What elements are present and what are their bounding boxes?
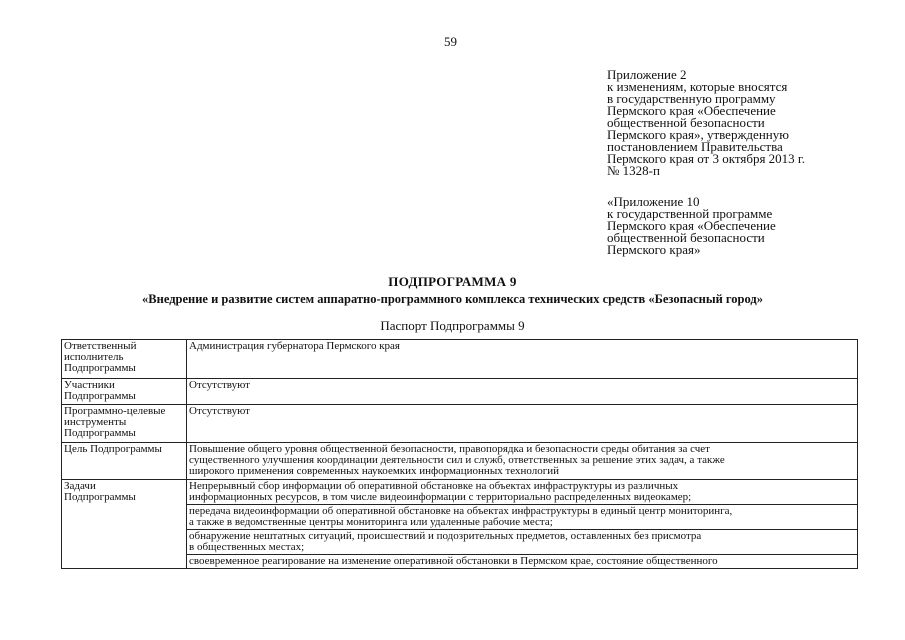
row-label: Программно-целевые инструменты Подпрограммы <box>62 405 187 443</box>
table-row <box>62 405 858 443</box>
row-value: Отсутствуют <box>187 405 858 443</box>
appendix-line: Пермского края» <box>607 242 701 257</box>
appendix-reference <box>607 196 897 256</box>
appendix-line: в государственную программу <box>607 91 776 106</box>
task-item: обнаружение нештатных ситуаций, происшествий и подозрительных предметов, оставленных без присмотра в общественных местах; <box>187 530 857 555</box>
appendix-line: общественной безопасности <box>607 230 765 245</box>
table-row <box>62 480 858 569</box>
row-value: Повышение общего уровня общественной безопасности, правопорядка и безопасности среды обитания за счет существенного улучшения координации деятельности сил и служб, ответственных за решение этих задач, а также широкого применения современных наукоемких информационных технологий <box>187 443 858 480</box>
row-label: Цель Подпрограммы <box>62 443 187 480</box>
row-value: Администрация губернатора Пермского края <box>187 340 858 379</box>
table-row <box>62 340 858 379</box>
appendix-note <box>607 69 897 177</box>
row-label: Участники Подпрограммы <box>62 379 187 405</box>
appendix-line: № 1328-п <box>607 163 660 178</box>
appendix-line: Пермского края «Обеспечение <box>607 218 776 233</box>
appendix-line: постановлением Правительства <box>607 139 783 154</box>
row-label: Ответственный исполнитель Подпрограммы <box>62 340 187 379</box>
row-value <box>187 480 858 569</box>
appendix-line: Пермского края», утвержденную <box>607 127 789 142</box>
appendix-line: к государственной программе <box>607 206 773 221</box>
page-number: 59 <box>444 34 457 49</box>
table-row <box>62 379 858 405</box>
table-row <box>62 443 858 480</box>
appendix-line: к изменениям, которые вносятся <box>607 79 788 94</box>
appendix-line: общественной безопасности <box>607 115 765 130</box>
subprogram-subtitle: «Внедрение и развитие систем аппаратно-программного комплекса технических средств «Безопасный город» <box>142 292 763 306</box>
passport-table <box>61 339 858 569</box>
row-value: Отсутствуют <box>187 379 858 405</box>
task-item: передача видеоинформации об оперативной обстановке на объектах инфраструктуры в единый центр мониторинга, а также в ведомственные центры мониторинга или удаленные рабочие места; <box>187 505 857 530</box>
passport-title: Паспорт Подпрограммы 9 <box>380 318 525 333</box>
appendix-line: Пермского края от 3 октября 2013 г. <box>607 151 806 166</box>
subprogram-title: ПОДПРОГРАММА 9 <box>388 274 517 289</box>
appendix-line: Пермского края «Обеспечение <box>607 103 776 118</box>
task-item: своевременное реагирование на изменение оперативной обстановки в Пермском крае, состояние общественного <box>189 555 718 567</box>
task-item: Непрерывный сбор информации об оперативной обстановке на объектах инфраструктуры из различных информационных ресурсов, в том числе видеоинформации с территориально распределенных видеокамер; <box>187 480 857 505</box>
appendix-line: «Приложение 10 <box>607 194 700 209</box>
row-label: Задачи Подпрограммы <box>62 480 187 569</box>
appendix-line: Приложение 2 <box>607 67 687 82</box>
